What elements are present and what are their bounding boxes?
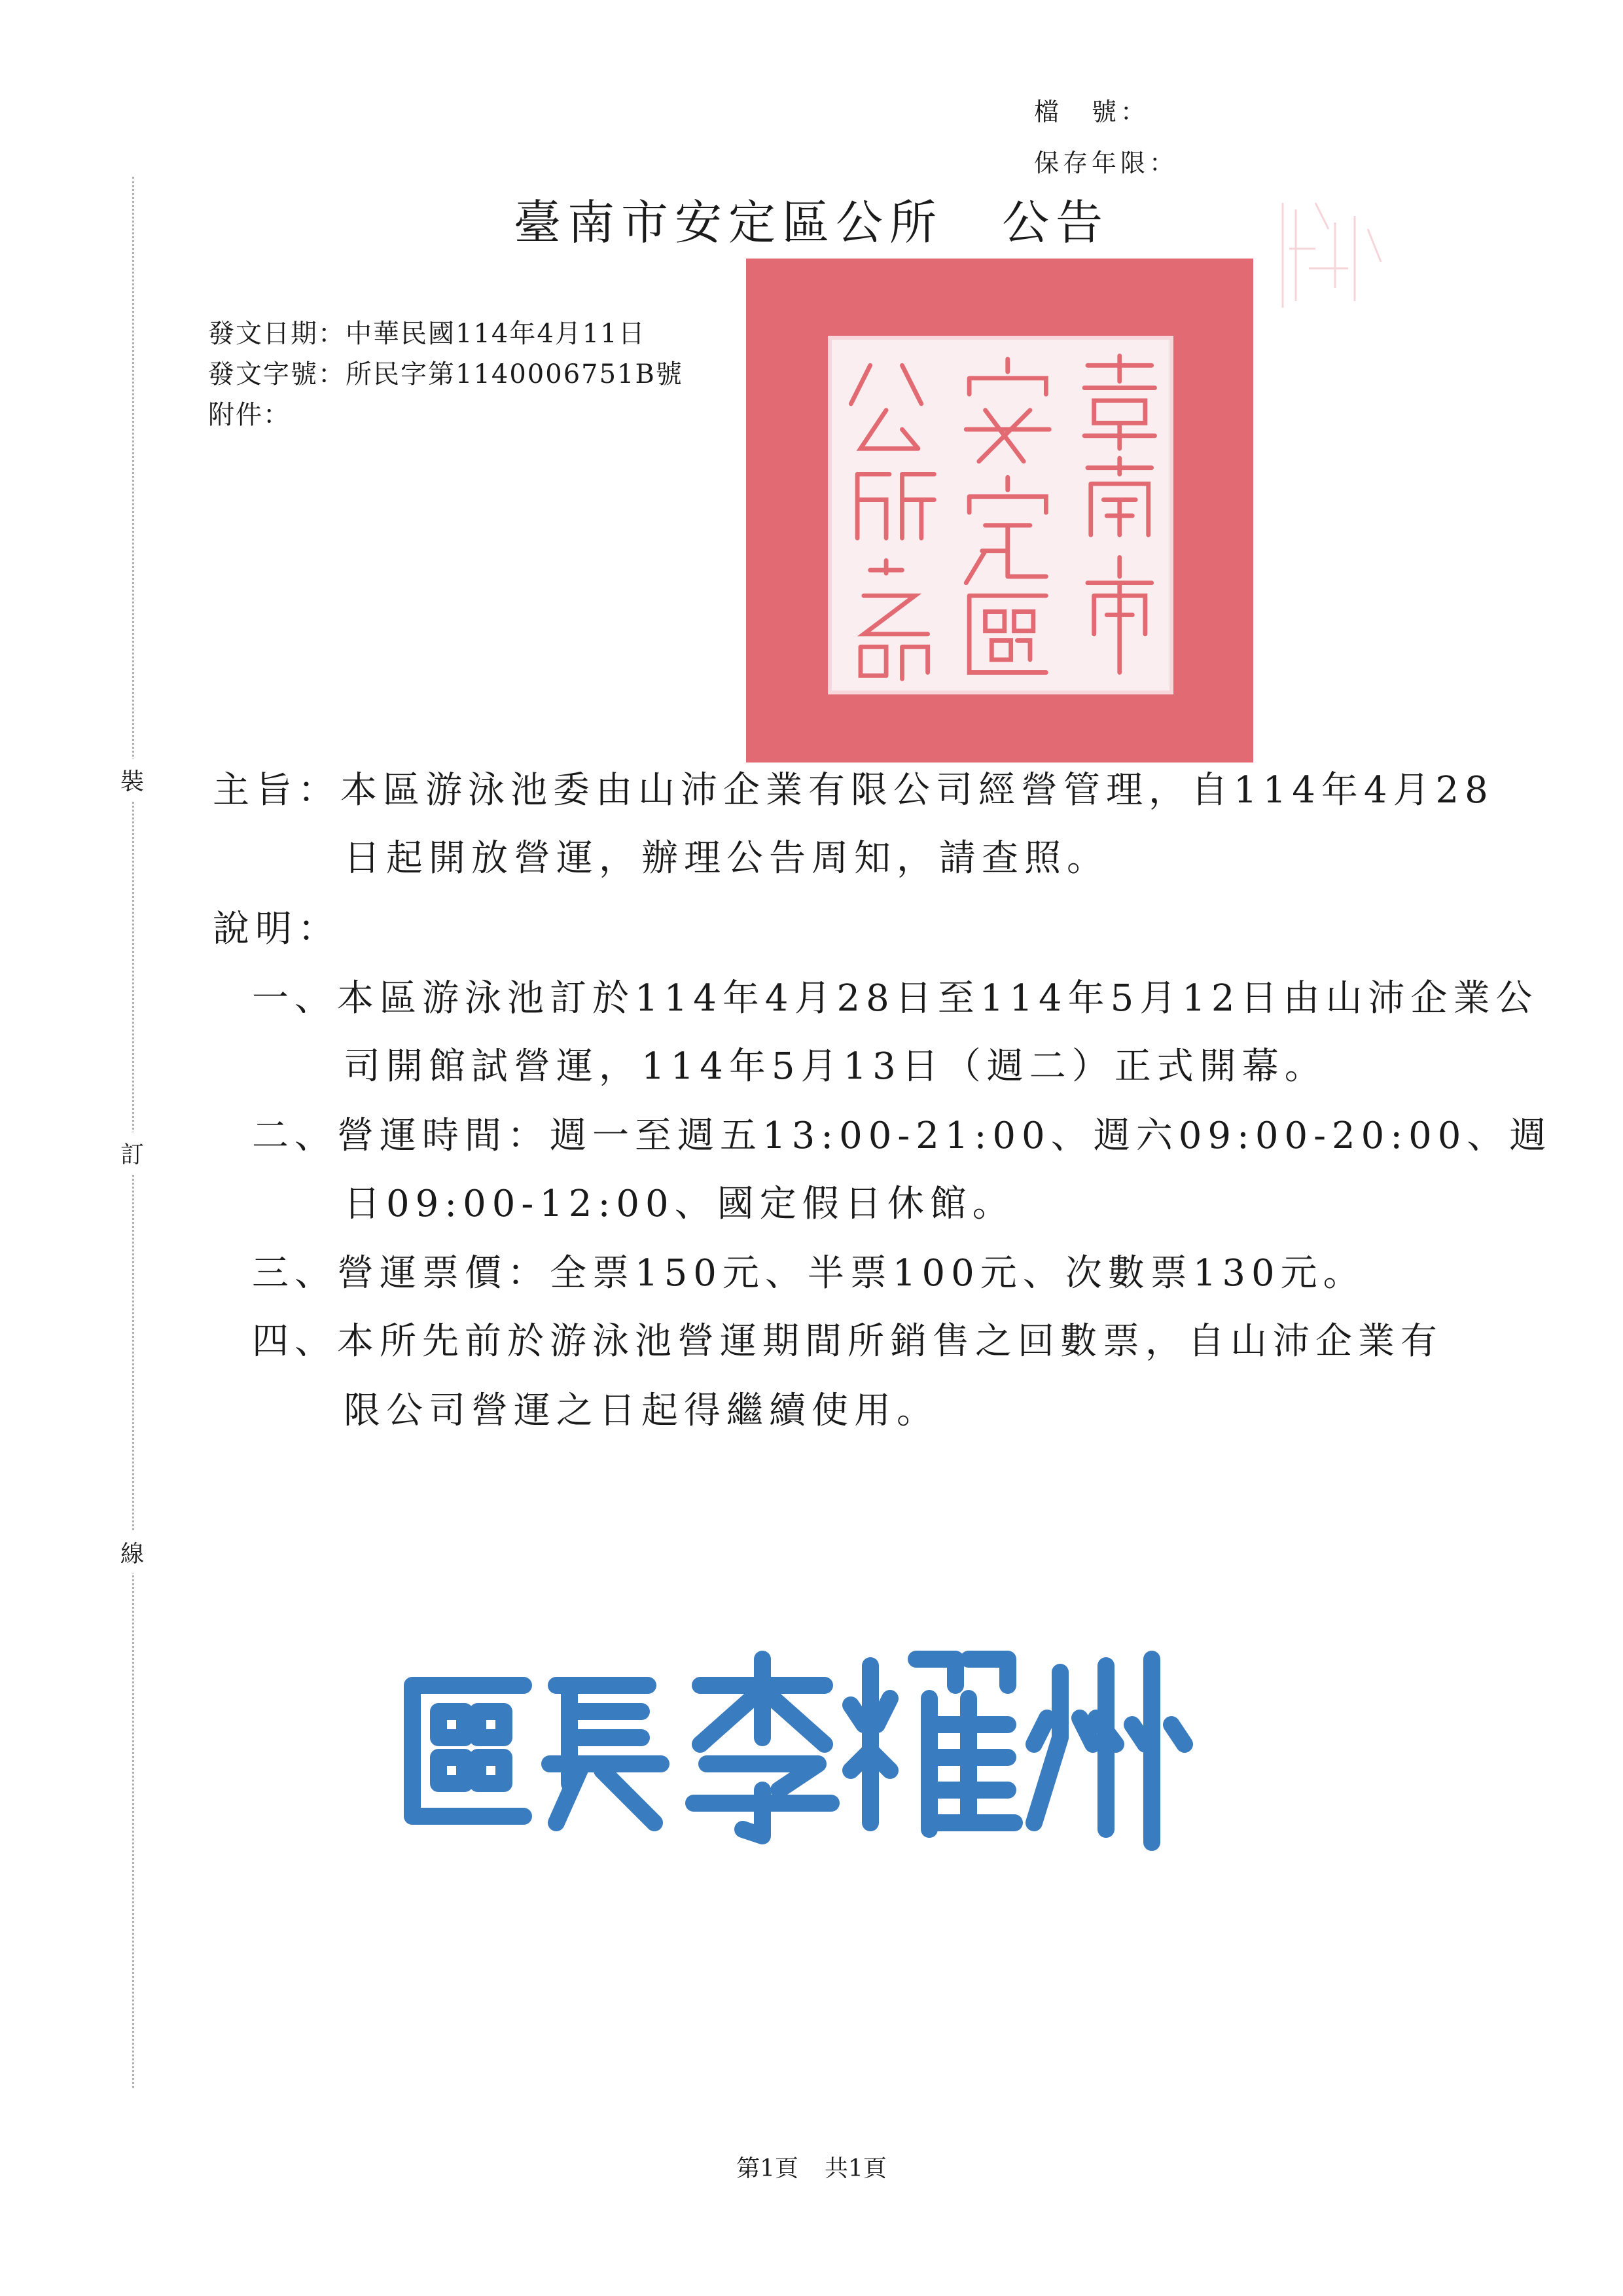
document-type: 公告 [1002,195,1110,250]
explanation-item-3-line-1: 三、營運票價：全票150元、半票100元、次數票130元。 [252,1252,1366,1295]
explanation-item-1-line-1: 一、本區游泳池訂於114年4月28日至114年5月12日由山沛企業公 [252,977,1539,1020]
office-name: 臺南市安定區公所 [513,195,943,250]
attachment-label: 附件： [208,400,291,430]
binding-mark-ding: 訂 [120,1132,144,1174]
explanation-item-4-line-2: 限公司營運之日起得繼續使用。 [344,1390,939,1432]
explanation-heading: 說明： [213,908,340,950]
explanation-item-2-line-1: 二、營運時間：週一至週五13:00-21:00、週六09:00-20:00、週 [252,1115,1552,1157]
subject-line-1: 主旨：本區游泳池委由山沛企業有限公司經營管理，自114年4月28 [213,769,1494,812]
page-footer [0,2150,1623,2183]
explanation-item-1-line-2: 司開館試營運，114年5月13日（週二）正式開幕。 [344,1045,1327,1088]
faint-stamp-mark [1276,190,1387,321]
issue-date: 發文日期：中華民國114年4月11日 [208,319,646,349]
archive-number-label: 檔 號： [1034,98,1150,126]
seal-inner-field [828,336,1173,694]
seal-glyphs [832,340,1169,691]
retention-period-label: 保存年限： [1034,149,1179,177]
page-number: 第1頁 [736,2155,798,2182]
official-seal-image [746,259,1253,762]
district-chief-signature-stamp [393,1640,1198,1856]
binding-mark-zhuang: 裝 [120,759,144,800]
page-total: 共1頁 [825,2155,887,2182]
subject-line-2: 日起開放營運，辦理公告周知，請查照。 [344,837,1109,880]
document-number: 發文字號：所民字第1140006751B號 [208,359,683,389]
explanation-item-4-line-1: 四、本所先前於游泳池營運期間所銷售之回數票，自山沛企業有 [252,1320,1443,1363]
binding-mark-xian: 線 [120,1532,144,1573]
explanation-item-2-line-2: 日09:00-12:00、國定假日休館。 [344,1183,1015,1225]
